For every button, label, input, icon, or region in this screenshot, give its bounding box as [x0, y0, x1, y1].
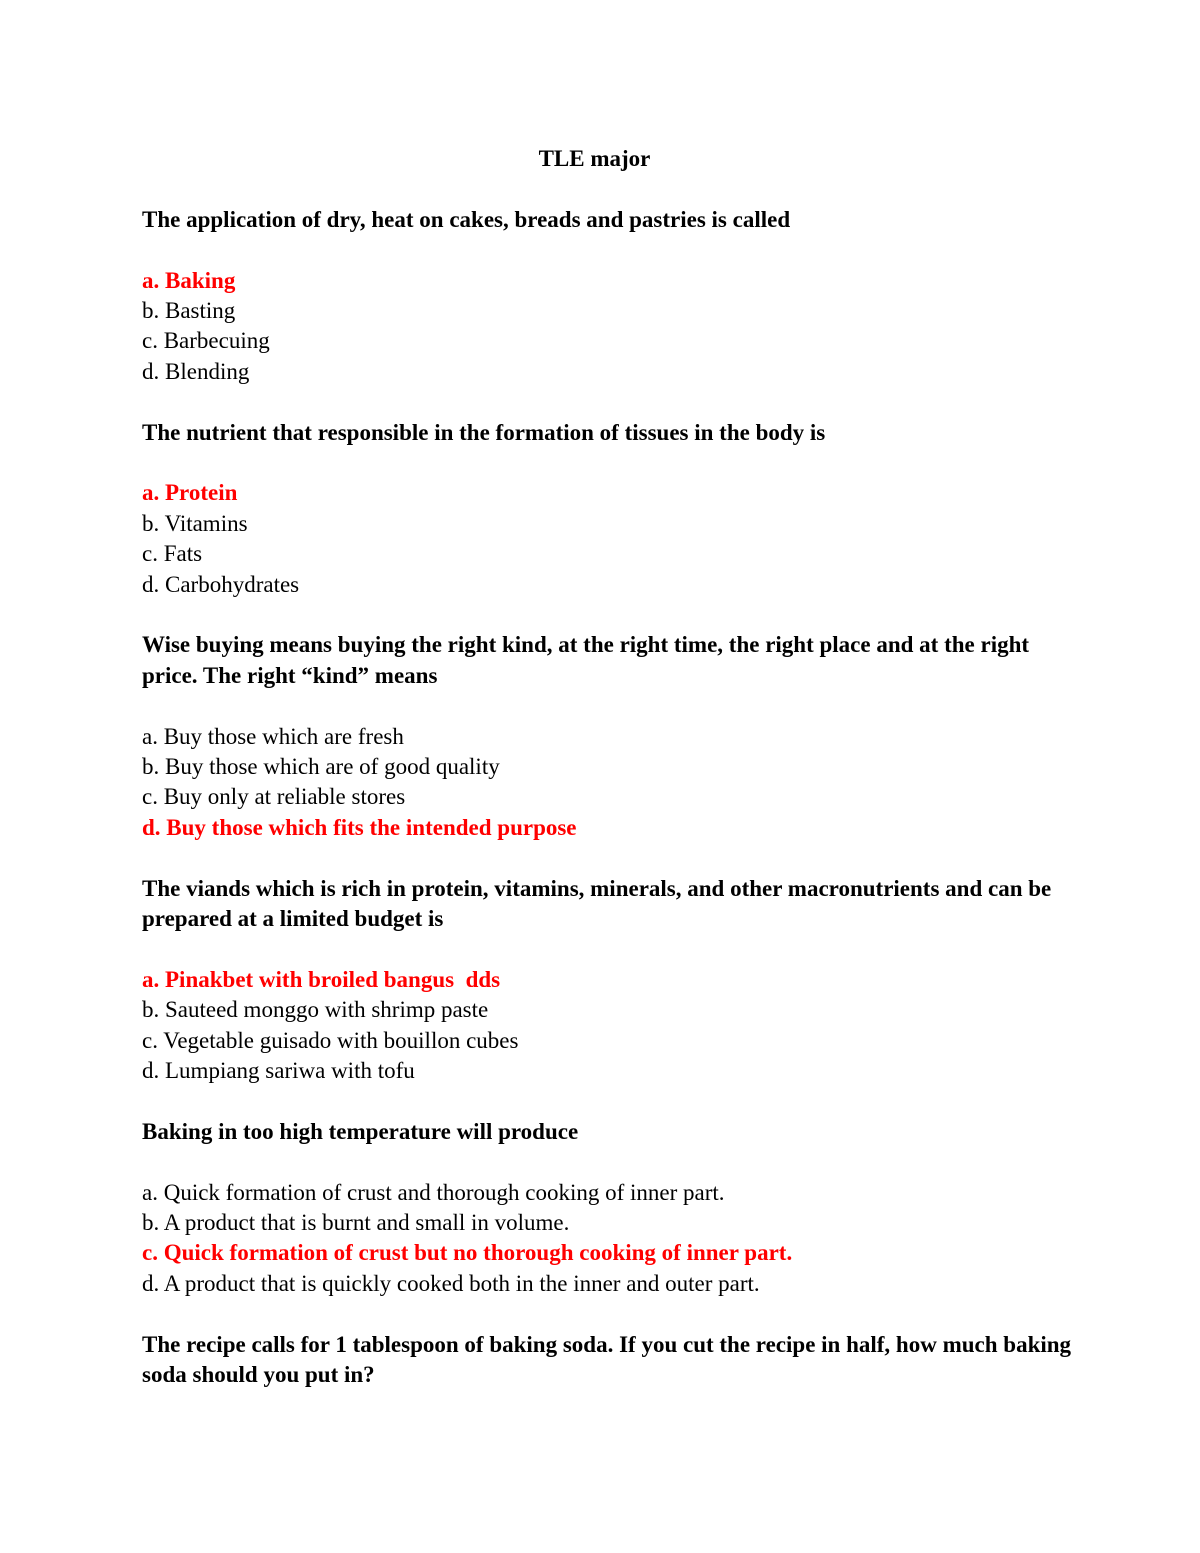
- answer-option: a. Quick formation of crust and thorough cooking of inner part.: [142, 1179, 725, 1205]
- answer-option: d. Carbohydrates: [142, 571, 300, 597]
- answer-options: [142, 965, 1072, 1087]
- question-text: The application of dry, heat on cakes, breads and pastries is called: [142, 206, 791, 232]
- answer-options: [142, 722, 1072, 844]
- answer-option: c. Vegetable guisado with bouillon cubes: [142, 1027, 519, 1053]
- correct-answer-option: c. Quick formation of crust but no thorough cooking of inner part.: [142, 1240, 793, 1266]
- question-text: Wise buying means buying the right kind, at the right time, the right place and at the right price. The right “kind” means: [142, 632, 1030, 688]
- answer-option: b. Vitamins: [142, 510, 248, 536]
- answer-option: d. Blending: [142, 358, 250, 384]
- answer-options: [142, 266, 1072, 388]
- question-text: The nutrient that responsible in the formation of tissues in the body is: [142, 419, 826, 445]
- answer-option: b. Sauteed monggo with shrimp paste: [142, 997, 489, 1023]
- answer-option: b. Buy those which are of good quality: [142, 754, 500, 780]
- document-content: [142, 144, 1072, 1421]
- answer-option: c. Fats: [142, 541, 203, 567]
- answer-options: [142, 478, 1072, 600]
- question-text: The viands which is rich in protein, vitamins, minerals, and other macronutrients and can be prepared at a limited budget is: [142, 875, 1052, 932]
- answer-option: c. Barbecuing: [142, 328, 270, 354]
- question-text: Baking in too high temperature will produce: [142, 1118, 579, 1144]
- correct-answer-option: a. Protein: [142, 480, 238, 506]
- answer-option: b. A product that is burnt and small in volume.: [142, 1210, 570, 1236]
- question-list: [142, 205, 1072, 1391]
- answer-option: a. Buy those which are fresh: [142, 723, 404, 749]
- correct-answer-option: a. Baking: [142, 267, 236, 293]
- answer-option: b. Basting: [142, 298, 236, 323]
- answer-option: d. Lumpiang sariwa with tofu: [142, 1058, 415, 1084]
- correct-answer-option: d. Buy those which fits the intended purpose: [142, 814, 577, 840]
- answer-option: d. A product that is quickly cooked both in the inner and outer part.: [142, 1270, 760, 1296]
- answer-options: [142, 1178, 1072, 1300]
- answer-option: c. Buy only at reliable stores: [142, 784, 406, 810]
- correct-answer-option: a. Pinakbet with broiled bangus dds: [142, 966, 501, 992]
- document-title: TLE major: [538, 146, 651, 171]
- question-text: The recipe calls for 1 tablespoon of baking soda. If you cut the recipe in half, how much baking soda should you put in?: [142, 1331, 1072, 1388]
